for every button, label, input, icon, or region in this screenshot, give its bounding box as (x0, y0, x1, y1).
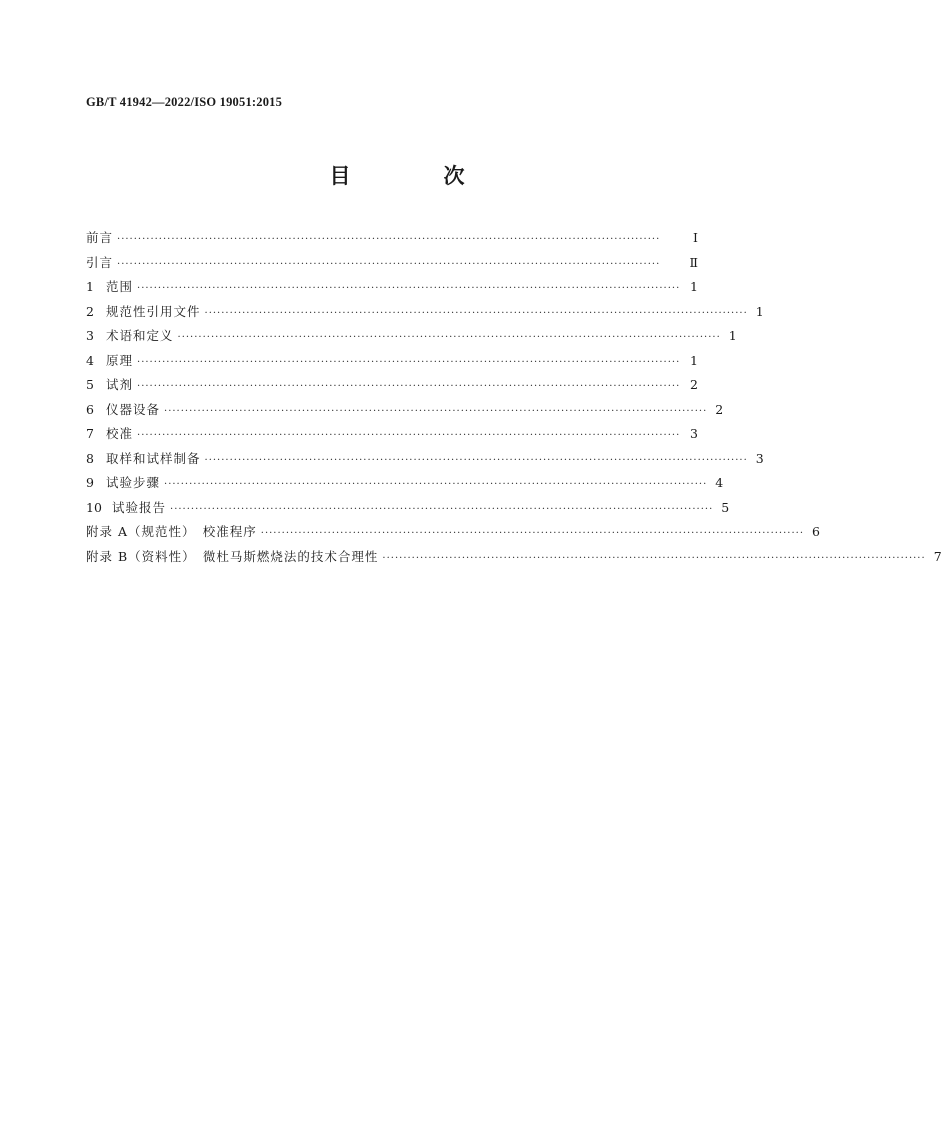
toc-entry-page: 5 (721, 499, 730, 515)
toc-entry-label: 仪器设备 (106, 401, 161, 417)
toc-entry-page: Ⅱ (689, 254, 698, 270)
toc-entry-label: 试验报告 (112, 499, 167, 515)
toc-entry-page: 2 (690, 377, 698, 392)
toc-entry-label: 取样和试样制备 (106, 450, 201, 466)
toc-entry-normative-references[interactable] (86, 303, 764, 328)
dot-leader: ·································································································································· (204, 307, 748, 319)
toc-entry-number: 7 (86, 426, 94, 441)
toc-entry-number: 2 (86, 303, 94, 319)
toc-entry-test-report[interactable] (86, 499, 730, 524)
toc-entry-page: 3 (690, 426, 698, 441)
toc-entry-label: 附录 B（资料性） 微杜马斯燃烧法的技术合理性 (86, 548, 379, 564)
toc-entry-label: 原理 (106, 352, 134, 368)
toc-entry-number: 6 (86, 401, 94, 417)
toc-entry-apparatus[interactable] (86, 401, 724, 426)
dot-leader: ·································································································································· (137, 283, 681, 294)
toc-entry-label: 附录 A（规范性） 校准程序 (86, 524, 257, 539)
dot-leader: ·································································································································· (137, 381, 681, 392)
dot-leader: ·································································································································· (164, 479, 708, 490)
dot-leader: ·································································································································· (204, 454, 748, 466)
toc-entry-page: 2 (715, 401, 724, 417)
dot-leader: ·································································································································· (137, 356, 681, 368)
document-standard-number: GB/T 41942—2022/ISO 19051:2015 (86, 95, 283, 109)
toc-entry-number: 1 (86, 279, 94, 294)
toc-entry-label: 规范性引用文件 (106, 303, 201, 319)
toc-entry-principle[interactable] (86, 352, 698, 377)
table-of-contents (86, 229, 942, 572)
dot-leader: ·································································································································· (177, 332, 721, 343)
toc-entry-foreword[interactable] (86, 229, 698, 254)
toc-entry-terms-definitions[interactable] (86, 327, 737, 352)
dot-leader: ·································································································································· (164, 405, 708, 417)
toc-entry-label: 术语和定义 (106, 328, 174, 343)
toc-entry-annex-b[interactable] (86, 548, 942, 573)
toc-entry-label: 试验步骤 (106, 475, 161, 490)
toc-title: 目 次 (329, 163, 501, 188)
toc-entry-page: 1 (755, 303, 764, 319)
toc-entry-number: 3 (86, 328, 94, 343)
toc-entry-label: 试剂 (106, 377, 134, 392)
toc-entry-number: 8 (86, 450, 94, 466)
dot-leader: ·································································································································· (137, 430, 681, 441)
toc-entry-page: 7 (933, 548, 942, 564)
toc-entry-number: 9 (86, 475, 94, 490)
toc-entry-page: 1 (690, 352, 698, 368)
toc-entry-label: 前言 (86, 230, 114, 245)
toc-entry-page: 6 (812, 524, 820, 539)
toc-entry-label: 范围 (106, 279, 134, 294)
toc-entry-annex-a[interactable] (86, 523, 820, 548)
toc-entry-procedure[interactable] (86, 474, 724, 499)
toc-entry-scope[interactable] (86, 278, 698, 303)
toc-entry-label: 引言 (86, 254, 114, 270)
dot-leader: ·································································································································· (117, 234, 661, 245)
toc-entry-page: 1 (728, 328, 737, 343)
toc-entry-sampling[interactable] (86, 450, 764, 475)
toc-entry-reagents[interactable] (86, 376, 698, 401)
toc-entry-number: 4 (86, 352, 94, 368)
dot-leader: ·································································································································· (170, 503, 714, 515)
toc-entry-page: 4 (715, 475, 724, 490)
toc-entry-page: 3 (755, 450, 764, 466)
toc-entry-page: Ⅰ (693, 230, 698, 245)
toc-entry-number: 5 (86, 377, 94, 392)
toc-entry-calibration[interactable] (86, 425, 698, 450)
dot-leader: ·································································································································· (117, 258, 661, 270)
toc-entry-page: 1 (690, 279, 698, 294)
dot-leader: ·································································································································· (260, 528, 804, 539)
toc-entry-introduction[interactable] (86, 254, 698, 279)
dot-leader: ·································································································································· (382, 552, 926, 564)
toc-entry-label: 校准 (106, 426, 134, 441)
toc-entry-number: 10 (86, 499, 102, 515)
